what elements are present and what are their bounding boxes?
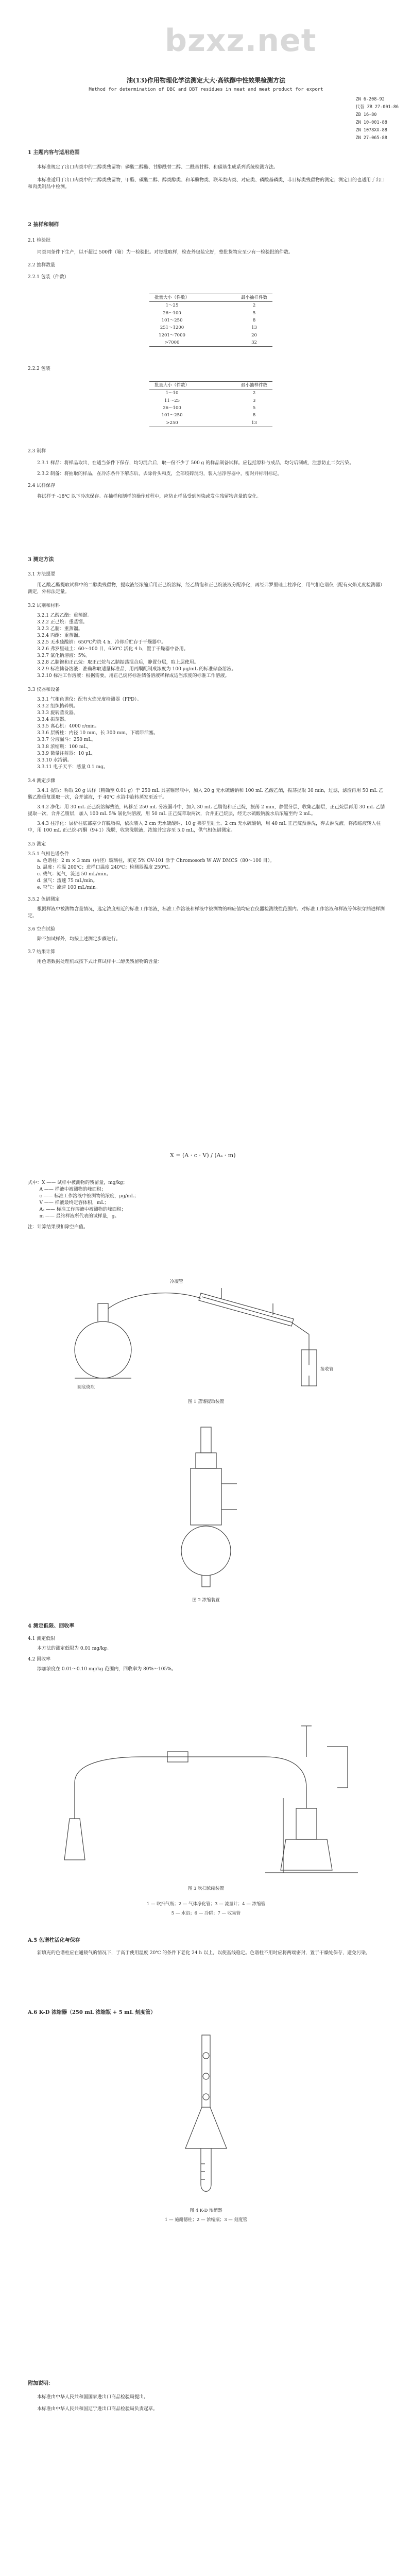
table-cell: >7000	[149, 339, 195, 347]
site-watermark: bzxz.net	[165, 23, 317, 59]
list-item: 3.3.5 离心机：4000 r/min。	[37, 724, 100, 730]
paragraph: 3.4.2 净化：用 30 mL 正己烷溶解残渣，转移至 250 mL 分液漏斗中，加入 30 mL 乙腈饱和正己烷，振荡 2 min，静置分层，收集乙腈层，正己烷层再用 30 mL 乙腈提取一次，合并乙腈层，加入 100 mL 5% 氯化钠溶液，用 50 mL 正己烷萃取两次，合并正己烷层，经无水硫酸钠脱水后浓缩至约 2 mL。	[28, 804, 385, 817]
variable-definition: V —— 样液最终定容体积，mL；	[39, 1200, 109, 1206]
table-row	[149, 389, 272, 397]
paragraph: 本标准规定了出口肉类中的二醇类残留物：磷酸二醇酯、甘醇酰替二醇、二酰基甘醇、和碳基生成系列系统检测方法。	[37, 164, 279, 170]
figure-4-caption: 图 4 K-D 浓缩器	[190, 2208, 222, 2213]
table-row	[149, 419, 272, 427]
figure-1-caption: 图 1 蒸馏提取装置	[187, 1399, 225, 1404]
section-heading: 1 主题内容与适用范围	[28, 150, 80, 156]
table-cell: 1～10	[165, 391, 179, 396]
subheading: 2.1 检验批	[28, 238, 51, 243]
paragraph: 添加浓度在 0.01～0.10 mg/kg 范围内，回收率为 80%～105%。	[37, 1666, 176, 1672]
section-heading: A.6 K-D 浓缩器（250 mL 浓缩瓶 + 5 mL 刻度管）	[28, 2010, 156, 2015]
concentration-tube	[296, 1808, 317, 1839]
table-cell: 20	[251, 332, 257, 338]
table-row	[149, 310, 272, 317]
list-item: 3.2.2 正己烷：重蒸馏。	[37, 619, 88, 625]
section-2-2-2	[28, 366, 386, 372]
paragraph: 用乙酸乙酯提取试样中的二醇类残留物，提取液经浓缩后用正己烷溶解，经乙腈饱和正己烷液液分配净化，再经弗罗里硅土柱净化，用气相色谱仪（配有火焰光度检测器）测定，外标法定量。	[28, 582, 385, 595]
standard-code: ZN 1078XX-88	[355, 128, 387, 133]
table-cell: 1201～7000	[159, 332, 185, 338]
paragraph: 根据样液中被测物含量情况，选定浓度相近的标准工作溶液，标准工作溶液和样液中被测物的响应值均应在仪器检测线性范围内。对标准工作溶液和样液等体积穿插进样测定。	[28, 907, 385, 919]
paragraph: 2.3.2 制备：将抽取的样品，在冷冻条件下解冻后，去除骨头和皮，全部绞碎混匀，装入洁净容器中，密封并标明标记。	[37, 471, 282, 477]
table-cell: 8	[252, 413, 256, 418]
subheading: 3.5.2 色谱测定	[28, 897, 60, 903]
list-item: 3.3.2 组织捣碎机。	[37, 704, 78, 709]
table-row	[149, 412, 272, 419]
table-cell: 251～1200	[160, 325, 184, 331]
gas-line-end	[265, 1757, 306, 1808]
paragraph: 新填充的色谱柱应在通载气的情况下，于高于使用温度 20℃ 的条件下老化 24 h 以上，以使基线稳定。色谱柱不用时应将两端密封，置于干燥处保存，避免污染。	[37, 1950, 371, 1956]
table-cell: 13	[251, 325, 257, 331]
condenser-inner	[202, 1297, 293, 1323]
paragraph: 3.4.3 柱净化：层析柱底部塞少许脱脂棉，依次装入 2 cm 无水硫酸钠、10 g 弗罗里硅土、2 cm 无水硫酸钠，用 40 mL 正己烷预淋洗，弃去淋洗液。将浓缩液转入柱中，用 100 mL 正己烷-丙酮（9+1）洗脱，收集洗脱液，浓缩并定容至 5.0 mL，供气相色谱测定。	[28, 821, 381, 833]
table-header: 最小抽样件数	[195, 382, 272, 389]
flask-neck	[98, 1303, 108, 1321]
appendix-notes	[28, 2380, 386, 2413]
subheading: 3.2 试剂和材料	[28, 603, 60, 608]
fig1-label-condenser: 冷凝管	[170, 1279, 183, 1284]
list-item: e. 空气：流速 100 mL/min。	[37, 885, 100, 891]
table-cell: 1～25	[165, 303, 179, 309]
table-row	[149, 404, 272, 412]
result-formula: X = (A · c · V) / (Aₛ · m)	[170, 1152, 236, 1159]
section-heading: 3 测定方法	[28, 557, 54, 563]
paragraph: 本方法的测定低限为 0.01 mg/kg。	[37, 1646, 112, 1651]
subheading: 2.2 抽样数量	[28, 262, 56, 268]
table-cell: 5	[252, 405, 256, 411]
section-2	[28, 222, 386, 281]
table-cell: 26～100	[163, 405, 181, 411]
list-item: d. 氢气：流速 75 mL/min。	[37, 878, 98, 884]
graduation-marks	[201, 2164, 205, 2179]
list-item: 3.2.1 乙酸乙酯：重蒸馏。	[37, 613, 92, 618]
table-row	[149, 317, 272, 324]
list-item: 3.3.9 微量注射器：10 μL。	[37, 751, 96, 756]
fig1-label-flask: 圆底烧瓶	[77, 1385, 95, 1390]
table-cell: 11～25	[164, 398, 180, 403]
list-item: 3.2.9 标准储备溶液：准确称取适量标准品，用丙酮配制成浓度为 100 μg/mL 的标准储备溶液。	[37, 667, 236, 672]
concentration-flask	[185, 2107, 227, 2148]
subheading: 4.1 测定低限	[28, 1636, 56, 1641]
figure-4-legend: 1 — 施耐德柱；2 — 浓缩瓶；3 — 刻度管	[165, 2217, 247, 2223]
table-cell: 32	[195, 339, 272, 347]
standard-code-list	[355, 96, 399, 142]
section-a6	[28, 2009, 386, 2017]
list-item: 3.3.10 水浴锅。	[37, 757, 72, 763]
table-row	[149, 397, 272, 404]
list-item: 3.3.7 分液漏斗：250 mL。	[37, 737, 96, 743]
variable-definition: c —— 标准工作溶液中被测物的浓度，μg/mL；	[39, 1194, 139, 1199]
table-cell: 26～100	[163, 310, 181, 316]
list-item: 3.3.11 电子天平：感量 0.1 mg。	[37, 764, 108, 770]
figure-concentrator	[165, 1422, 247, 1592]
subheading: 2.2.1 包装（件数）	[28, 274, 69, 280]
side-ports	[221, 1484, 237, 1510]
table-row	[149, 332, 272, 339]
adapter-tube	[293, 1323, 309, 1365]
section-1	[28, 149, 386, 191]
figure-2-caption: 图 2 浓缩装置	[192, 1598, 220, 1603]
list-item: 3.3.8 浓缩瓶：100 mL。	[37, 744, 92, 750]
cold-trap	[327, 1747, 348, 1788]
standard-code: ZN 6-208-92	[355, 97, 385, 102]
table-cell: 8	[252, 317, 256, 323]
bulb-flask	[181, 1526, 231, 1575]
gas-cylinder	[64, 1819, 85, 1860]
column-body	[191, 1468, 221, 1525]
standard-code: ZN 27-065-88	[355, 135, 387, 141]
table-cell: 3	[252, 398, 256, 403]
paragraph: 用色谱数据处理机或按下式计算试样中二醇类残留物的含量：	[37, 959, 163, 964]
section-a5	[28, 1937, 386, 1957]
table-row	[149, 339, 272, 347]
standard-code: 代替 ZB 27-001-86	[355, 105, 399, 110]
figure-purge-apparatus	[49, 1705, 368, 1880]
snyder-ball-2	[203, 2073, 209, 2079]
sampling-table-1	[149, 294, 272, 347]
subheading: 3.5.1 气相色谱条件	[28, 852, 69, 857]
figure-distillation-apparatus	[67, 1273, 355, 1391]
note: 注：计算结果须扣除空白值。	[28, 1225, 89, 1230]
paragraph: 本标准由中华人民共和国国家进出口商品检验局提出。	[37, 2394, 149, 2400]
table-cell: 101～250	[161, 413, 183, 418]
purge-needle	[301, 1726, 312, 1757]
figure-3-caption: 图 3 吹扫浓缩装置	[187, 1886, 225, 1891]
table-header: 批量大小（件数）	[149, 382, 195, 389]
top-column	[201, 1427, 211, 1453]
section-2-3	[28, 448, 386, 500]
snyder-ball-3	[203, 2094, 209, 2100]
paragraph: 将试样于 -18℃ 以下冷冻保存。在抽样和制样的操作过程中，应防止样品受到污染或发生残留物含量的变化。	[37, 494, 262, 500]
table-cell: 2	[252, 303, 256, 309]
list-item: 3.2.3 乙腈：重蒸馏。	[37, 626, 83, 632]
paragraph: 本标准适用于出口肉类中的二醇类残留物，甲醛、碳酸二醇、醇类醇类、和苯酚物类、联苯类肉类、对应类、磷酸基磷类，非目标类残留物的测定；测定目的也适用于出口和肉类制品中检测。	[28, 177, 385, 190]
section-3	[28, 556, 386, 965]
subheading: 3.1 方法提要	[28, 571, 56, 577]
variable-definition: A —— 样液中被测物的峰面积；	[39, 1187, 106, 1193]
figure-3-legend-line-1: 1 — 吹扫气瓶；2 — 气体净化管；3 — 流量计；4 — 浓缩管	[146, 1902, 266, 1907]
paragraph: 除不加试样外，均按上述测定步骤进行。	[37, 936, 121, 942]
list-item: c. 载气：氮气，流速 50 mL/min。	[37, 872, 111, 877]
list-item: 3.2.10 标准工作溶液：根据需要，用正己烷将标准储备溶液稀释成适当浓度的标准工作溶液。	[37, 673, 230, 679]
receiving-tip	[202, 1575, 210, 1587]
joint	[196, 1453, 216, 1468]
document-subtitle: Method for determination of DBC and DBT residues in meat and meat product for export	[89, 87, 323, 92]
table-header: 最小抽样件数	[195, 294, 272, 302]
snyder-ball-1	[203, 2053, 209, 2059]
section-heading: A.5 色谱柱活化与保存	[28, 1938, 80, 1943]
variable-definition: 式中：X —— 试样中被测物的残留量，mg/kg；	[28, 1180, 128, 1185]
list-item: a. 色谱柱：2 m × 3 mm（内径）玻璃柱，填充 5% OV-101 涂于 Chromosorb W AW DMCS（80～100 目）。	[37, 858, 275, 864]
table-row	[149, 302, 272, 310]
paragraph: 同类同条件下生产，以不超过 500件（箱）为一检验批。对每批取样，检查外包装完好，整批货物应至少有一检验批的件数。	[37, 249, 294, 255]
list-item: 3.3.1 气相色谱仪：配有火焰光度检测器（FPD）。	[37, 697, 142, 703]
subheading: 2.4 试样保存	[28, 483, 56, 489]
list-item: 3.2.5 无水硫酸钠：650℃灼烧 4 h，冷却后贮存于干燥器中。	[37, 639, 166, 645]
table-cell: 2	[252, 391, 256, 396]
subheading: 3.5 测定	[28, 842, 46, 848]
list-item: 3.2.6 弗罗里硅土：60～100 目，650℃ 活化 4 h，置于干燥器中备用。	[37, 646, 188, 652]
variable-definition: Aₛ —— 标准工作溶液中被测物的峰面积；	[39, 1207, 126, 1213]
subheading: 3.3 仪器和设备	[28, 687, 60, 693]
fig1-label-receiver: 接收管	[320, 1367, 334, 1372]
subheading: 4.2 回收率	[28, 1656, 51, 1662]
figure-kd-concentrator	[175, 2030, 237, 2200]
list-item: 3.2.4 丙酮：重蒸馏。	[37, 633, 83, 638]
figure-3-legend-line-2: 5 — 水浴；6 — 冷阱；7 — 收集管	[171, 1911, 241, 1916]
subheading: 3.4 测定步骤	[28, 778, 56, 784]
list-item: 3.3.4 振荡器。	[37, 717, 69, 723]
side-arm	[108, 1293, 201, 1309]
round-bottom-flask	[75, 1321, 131, 1378]
table-cell: 101～250	[161, 317, 183, 323]
gas-line	[75, 1757, 265, 1819]
list-item: 3.3.6 层析柱：内径 10 mm，长 300 mm，下端带活塞。	[37, 731, 158, 736]
subheading: 3.6 空白试验	[28, 926, 56, 932]
table-cell: 5	[252, 310, 256, 316]
list-item: 3.3.3 旋转蒸发器。	[37, 710, 78, 716]
graduated-tube	[201, 2148, 211, 2192]
formula-variables	[28, 1180, 386, 1231]
table-header: 批量大小（件数）	[149, 294, 195, 302]
subheading: 2.2.2 包装	[28, 366, 50, 371]
paragraph: 2.3.1 样品：将样品取出，在适当条件下保存，均匀混合后，取一份不少于 500 g 的样品制备试样。应包括原料与成品，均匀后制成，注意防止二次污染。	[37, 461, 354, 466]
subheading: 3.7 结果计算	[28, 949, 56, 955]
list-item: 3.2.7 氯化钠溶液：5%。	[37, 653, 91, 658]
standard-code: ZB 16-80	[355, 112, 377, 117]
list-item: b. 温度：柱温 200℃；进样口温度 240℃；检测器温度 250℃。	[37, 865, 173, 871]
document-title: 油(13)作用物理化学法测定大大·高铁醇中性效果检测方法	[126, 77, 286, 84]
standard-code: ZN 10-001-88	[355, 120, 387, 125]
paragraph: 本标准由中华人民共和国辽宁进出口商品检验局负责起草。	[37, 2406, 158, 2412]
list-item: 3.2.8 乙腈饱和正己烷：取正己烷与乙腈振荡混合后，静置分层，取上层使用。	[37, 660, 199, 666]
variable-definition: m —— 最终样液所代表的试样量，g。	[39, 1214, 119, 1219]
section-heading: 4 测定低限、回收率	[28, 1623, 75, 1629]
table-row	[149, 324, 272, 331]
appendix-heading: 附加说明：	[28, 2381, 54, 2386]
paragraph: 3.4.1 提取：称取 20 g 试样（精确至 0.01 g）于 250 mL 具塞锥形瓶中，加入 20 g 无水硫酸钠和 100 mL 乙酸乙酯，振荡提取 30 min，过滤，滤渣再用 50 mL 乙酸乙酯重复提取一次，合并滤液，于 40℃ 水浴中旋转蒸发至近干。	[28, 788, 384, 800]
sampling-table-2	[149, 381, 272, 427]
table-cell: 13	[195, 419, 272, 427]
section-heading: 2 抽样和制样	[28, 222, 59, 228]
table-cell: >250	[149, 419, 195, 427]
subheading: 2.3 制样	[28, 449, 46, 454]
water-bath	[281, 1839, 332, 1870]
section-4	[28, 1623, 386, 1673]
